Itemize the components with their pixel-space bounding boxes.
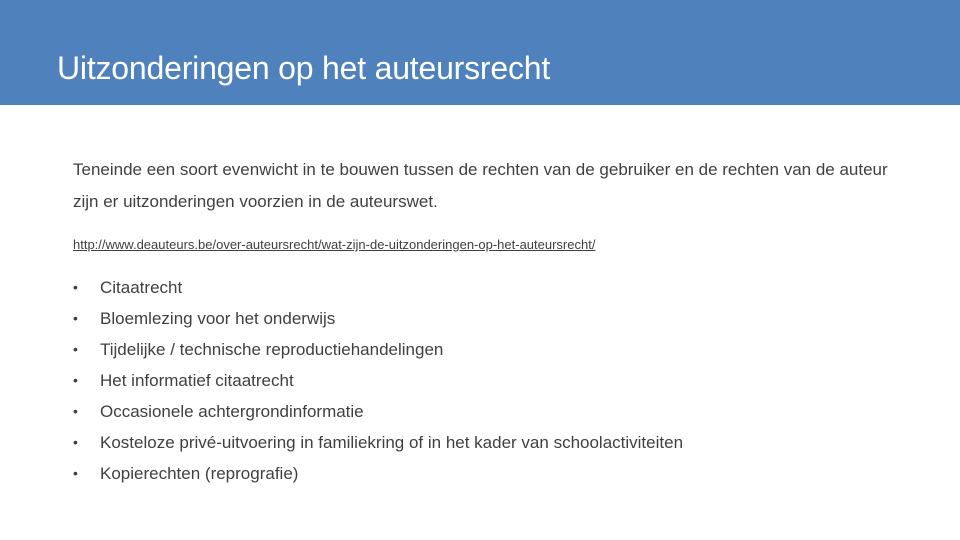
exceptions-list bbox=[73, 272, 893, 489]
list-item-label: Kopierechten (reprografie) bbox=[100, 464, 299, 483]
list-item bbox=[73, 396, 893, 427]
list-item-label: Kosteloze privé-uitvoering in familiekring of in het kader van schoolactiviteiten bbox=[100, 433, 684, 452]
list-item bbox=[73, 365, 893, 396]
source-link[interactable]: http://www.deauteurs.be/over-auteursrecht/wat-zijn-de-uitzonderingen-op-het-auteursrecht/ bbox=[73, 237, 596, 252]
bullet-icon: • bbox=[73, 310, 78, 326]
list-item-label: Het informatief citaatrecht bbox=[100, 371, 294, 390]
slide-content bbox=[73, 154, 893, 489]
list-item bbox=[73, 458, 893, 489]
list-item-label: Tijdelijke / technische reproductiehandelingen bbox=[100, 340, 444, 359]
bullet-icon: • bbox=[73, 341, 78, 357]
title-bar bbox=[0, 0, 960, 105]
list-item bbox=[73, 427, 893, 458]
bullet-icon: • bbox=[73, 434, 78, 450]
slide-title: Uitzonderingen op het auteursrecht bbox=[57, 50, 551, 86]
list-item-label: Citaatrecht bbox=[100, 278, 183, 297]
intro-text: Teneinde een soort evenwicht in te bouwen tussen de rechten van de gebruiker en de rechten van de auteur zijn er uitzonderingen voorzien in de auteurswet. bbox=[73, 160, 888, 211]
bullet-icon: • bbox=[73, 465, 78, 481]
list-item-label: Occasionele achtergrondinformatie bbox=[100, 402, 364, 421]
bullet-icon: • bbox=[73, 403, 78, 419]
list-item-label: Bloemlezing voor het onderwijs bbox=[100, 309, 336, 328]
list-item bbox=[73, 334, 893, 365]
list-item bbox=[73, 303, 893, 334]
bullet-icon: • bbox=[73, 372, 78, 388]
list-item bbox=[73, 272, 893, 303]
bullet-icon: • bbox=[73, 279, 78, 295]
